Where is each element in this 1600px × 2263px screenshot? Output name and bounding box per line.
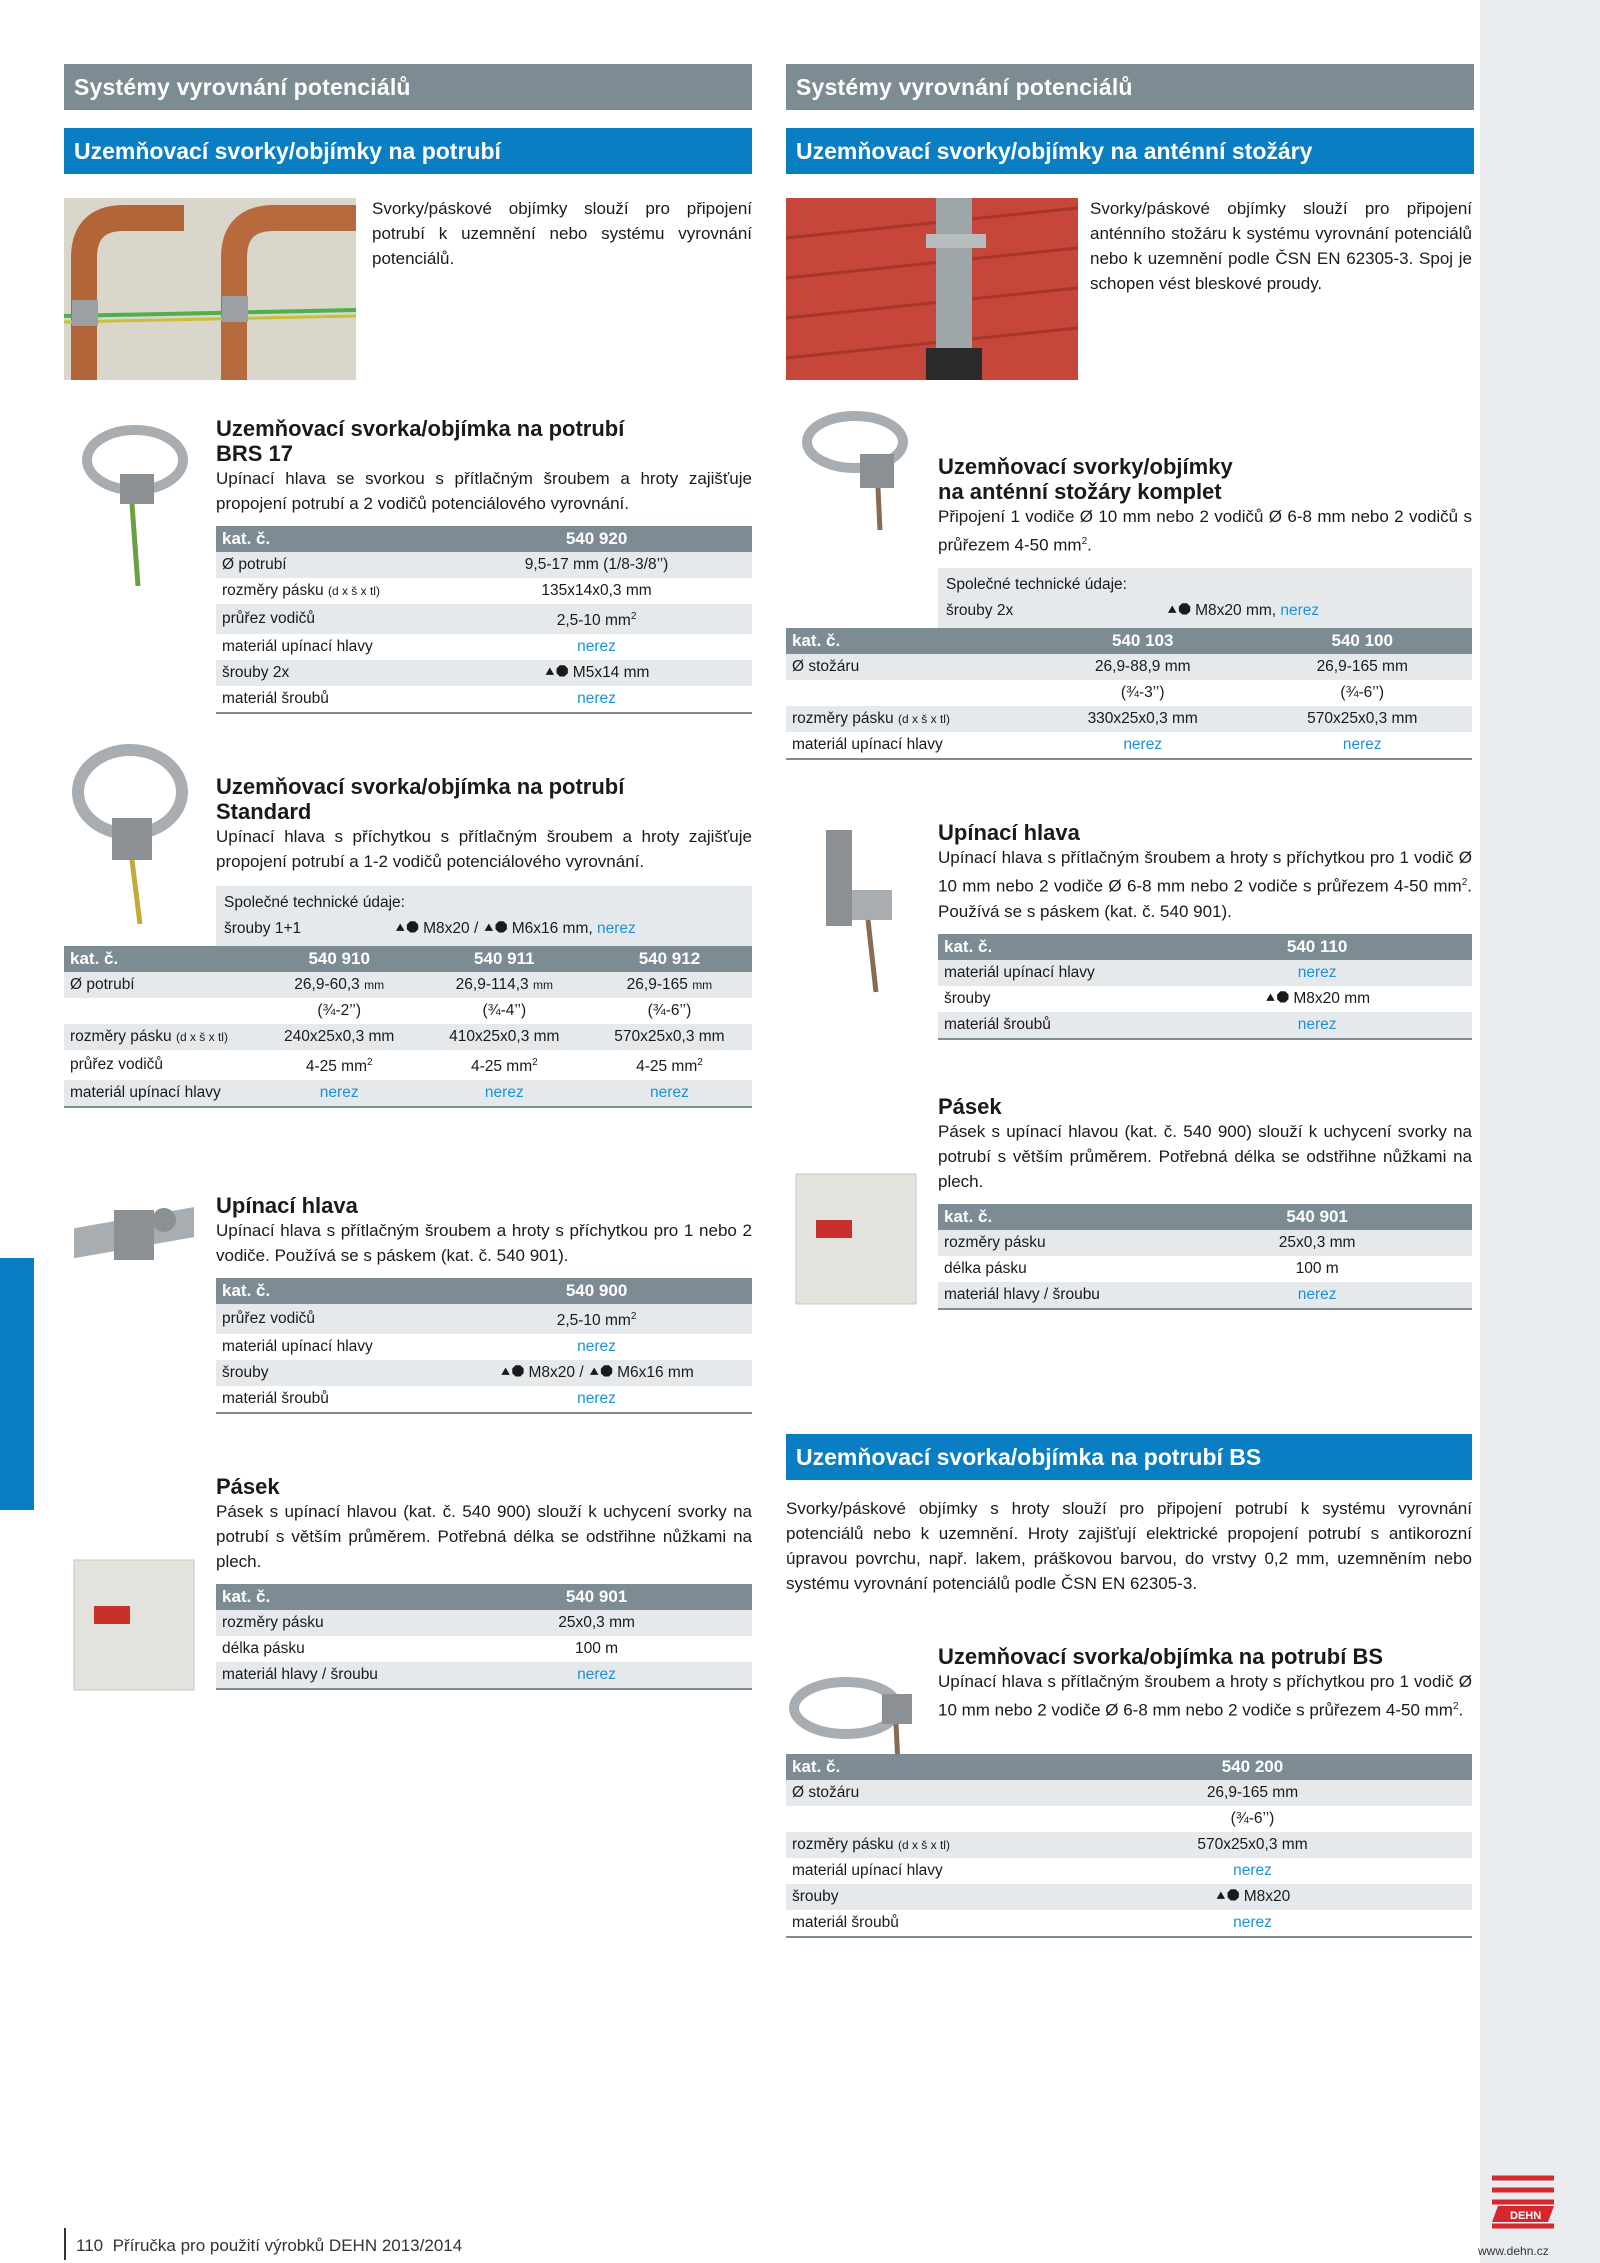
head110-block bbox=[938, 820, 1472, 1040]
product-desc: Upínací hlava s příchytkou s přítlačným šroubem a hroty zajišťuje propojení potrubí a 1-2 vodičů potenciálového vyrovnání. bbox=[216, 827, 752, 871]
product-desc: Upínací hlava s přítlačným šroubem a hroty s příchytkou pro 1 vodič Ø 10 mm nebo 2 vodiče Ø 6-8 mm nebo 2 vodiče s průřezem 4-50 $mm^2$. bbox=[938, 1672, 1472, 1720]
spec-table: kat. č. 540 900 průřez vodičů 2,5-10 $mm^2$ materiál upínací hlavy nerez šrouby ⯅⯃ M8x20 / ⯅⯃ M6x16 mm materiál šroubů nerez bbox=[216, 1278, 752, 1414]
chapter-tab bbox=[0, 1258, 34, 1510]
tape-right-block bbox=[938, 1094, 1472, 1310]
product-desc: Pásek s upínací hlavou (kat. č. 540 900) slouží k uchycení svorky na potrubí s větším průměrem. Potřebná délka se odstřihne nůžkami na plech. bbox=[216, 1502, 752, 1571]
section-header: Systémy vyrovnání potenciálů bbox=[64, 64, 752, 110]
mast-photo bbox=[786, 198, 1078, 380]
screw-icon: ⯅⯃ bbox=[499, 1364, 525, 1382]
product-title: Uzemňovací svorka/objímka na potrubí BS bbox=[938, 1644, 1384, 1669]
mast-clamp-photo bbox=[800, 404, 910, 534]
subsection-header: Uzemňovací svorky/objímky na anténní stožáry bbox=[786, 128, 1474, 174]
screw-icon: ⯅⯃ bbox=[1166, 601, 1191, 619]
spec-table: kat. č. 540 920 Ø potrubí 9,5-17 mm (1/8-3/8’’) rozměry pásku (d x š x tl) 135x14x0,3 mm průřez vodičů 2,5-10 $mm^2$ materiál upínací hlavy nerez šrouby 2x ⯅⯃ M5x14 mm materiál šroubů nerez bbox=[216, 526, 752, 714]
product-desc: Upínací hlava s přítlačným šroubem a hroty s příchytkou pro 1 vodič Ø 10 mm nebo 2 vodiče Ø 6-8 mm nebo 2 vodiče s průřezem 4-50 $mm^2$. Používá se s páskem (kat. č. 540 901). bbox=[938, 848, 1472, 921]
screw-icon: ⯅⯃ bbox=[482, 920, 508, 937]
footer-title: Příručka pro použití výrobků DEHN 2013/2014 bbox=[112, 2236, 463, 2255]
head900-photo bbox=[64, 1190, 204, 1290]
tape-box-photo-right bbox=[786, 1164, 926, 1314]
spec-table: kat. č. 540 110 materiál upínací hlavy nerez šrouby ⯅⯃ M8x20 mm materiál šroubů nerez bbox=[938, 934, 1472, 1040]
bs-section-header: Uzemňovací svorka/objímka na potrubí BS bbox=[786, 1434, 1472, 1480]
spec-table: kat. č. 540 200 Ø stožáru 26,9-165 mm (¾-6’’) rozměry pásku (d x š x tl) 570x25x0,3 mm materiál upínací hlavy nerez šrouby ⯅⯃ M8x20 materiál šroubů nerez bbox=[786, 1754, 1472, 1938]
bs-table-wrap bbox=[786, 1754, 1472, 1938]
footer-rule bbox=[64, 2228, 66, 2260]
left-intro: Svorky/páskové objímky slouží pro připojení potrubí k uzemnění nebo systému vyrovnání potenciálů. bbox=[372, 199, 752, 268]
mast-block bbox=[938, 454, 1472, 628]
standard-table-wrap bbox=[64, 946, 752, 1108]
product-title: Upínací hlava bbox=[216, 1193, 358, 1218]
product-title: Uzemňovací svorka/objímka na potrubí bbox=[216, 416, 625, 441]
subsection-header: Uzemňovací svorky/objímky na potrubí bbox=[64, 128, 752, 174]
right-column bbox=[786, 64, 1474, 174]
common-specs: Společné technické údaje: šrouby 2x ⯅⯃ M8x20 mm, nerez bbox=[938, 568, 1472, 628]
screw-icon: ⯅⯃ bbox=[587, 1364, 613, 1382]
screw-icon: ⯅⯃ bbox=[1264, 989, 1290, 1007]
section-header: Systémy vyrovnání potenciálů bbox=[786, 64, 1474, 110]
svg-text:DEHN: DEHN bbox=[1510, 2210, 1542, 2222]
brs17-block bbox=[216, 416, 752, 714]
head900-block bbox=[216, 1193, 752, 1414]
bs-intro: Svorky/páskové objímky s hroty slouží pro připojení potrubí k systému vyrovnání potenciálů nebo k uzemnění. Hroty zajišťují elektrické propojení potrubí s antikorozní úpravou povrchu, např. lakem, práškovou barvou, do vrstvy 0,2 mm, uzemněním nebo systému vyrovnání potenciálů podle ČSN EN 62305-3. bbox=[786, 1499, 1472, 1593]
page-number: 110 bbox=[76, 2236, 104, 2255]
product-title: Pásek bbox=[938, 1094, 1002, 1119]
product-title: Pásek bbox=[216, 1474, 280, 1499]
screw-icon: ⯅⯃ bbox=[394, 920, 419, 937]
right-sidebar bbox=[1480, 0, 1600, 2263]
footer bbox=[76, 2236, 462, 2256]
pipes-photo bbox=[64, 198, 356, 380]
spec-table: kat. č. 540 910 540 911 540 912 Ø potrubí 26,9-60,3 mm 26,9-114,3 mm 26,9-165 mm (¾-2’’) (¾-4’’) (¾-6’’) rozměry pásku (d x š x tl) 240x25x0,3 mm 410x25x0,3 mm 570x25x0,3 mm průřez vodičů 4-25 $mm^2$ 4-25 $mm^2$ 4-25 $mm^2$ materiál upínací hlavy nerez nerez nerez bbox=[64, 946, 752, 1108]
brs17-photo bbox=[80, 400, 190, 590]
product-title: Uzemňovací svorka/objímka na potrubí bbox=[216, 774, 625, 799]
footer-url: www.dehn.cz bbox=[1478, 2244, 1549, 2258]
common-specs: Společné technické údaje: šrouby 1+1 ⯅⯃ M8x20 / ⯅⯃ M6x16 mm, nerez bbox=[216, 886, 752, 946]
product-desc: Připojení 1 vodiče Ø 10 mm nebo 2 vodičů Ø 6-8 mm nebo 2 vodičů s průřezem 4-50 $mm^2$. bbox=[938, 507, 1472, 555]
right-intro: Svorky/páskové objímky slouží pro připojení anténního stožáru k systému vyrovnání potenciálů nebo k uzemnění podle ČSN EN 62305-3. Spoj je schopen vést bleskové proudy. bbox=[1090, 199, 1472, 293]
mast-table-wrap bbox=[786, 628, 1472, 760]
standard-block bbox=[216, 774, 752, 946]
product-desc: Pásek s upínací hlavou (kat. č. 540 900) slouží k uchycení svorky na potrubí s větším průměrem. Potřebná délka se odstřihne nůžkami na plech. bbox=[938, 1122, 1472, 1191]
screw-icon: ⯅⯃ bbox=[1214, 1888, 1240, 1905]
tape-left-block bbox=[216, 1474, 752, 1690]
spec-table: kat. č. 540 103 540 100 Ø stožáru 26,9-88,9 mm 26,9-165 mm (¾-3’’) (¾-6’’) rozměry pásku (d x š x tl) 330x25x0,3 mm 570x25x0,3 mm materiál upínací hlavy nerez nerez bbox=[786, 628, 1472, 760]
product-subtitle: na anténní stožáry komplet bbox=[938, 479, 1222, 504]
product-subtitle: BRS 17 bbox=[216, 441, 294, 466]
bs-block bbox=[938, 1644, 1472, 1723]
product-title: Upínací hlava bbox=[938, 820, 1080, 845]
dehn-logo bbox=[1488, 2170, 1558, 2236]
standard-photo bbox=[70, 718, 190, 928]
tape-box-photo-left bbox=[64, 1550, 204, 1700]
product-desc: Upínací hlava se svorkou s přítlačným šroubem a hroty zajišťuje propojení potrubí a 2 vodičů potenciálového vyrovnání. bbox=[216, 469, 752, 513]
product-desc: Upínací hlava s přítlačným šroubem a hroty s příchytkou pro 1 nebo 2 vodiče. Používá se s páskem (kat. č. 540 901). bbox=[216, 1221, 752, 1265]
screw-icon: ⯅⯃ bbox=[543, 664, 569, 682]
left-column bbox=[64, 64, 752, 174]
product-title: Uzemňovací svorky/objímky bbox=[938, 454, 1233, 479]
spec-table: kat. č. 540 901 rozměry pásku 25x0,3 mm délka pásku 100 m materiál hlavy / šroubu nerez bbox=[938, 1204, 1472, 1310]
head110-photo bbox=[806, 820, 906, 996]
product-subtitle: Standard bbox=[216, 799, 312, 824]
spec-table: kat. č. 540 901 rozměry pásku 25x0,3 mm délka pásku 100 m materiál hlavy / šroubu nerez bbox=[216, 1584, 752, 1690]
